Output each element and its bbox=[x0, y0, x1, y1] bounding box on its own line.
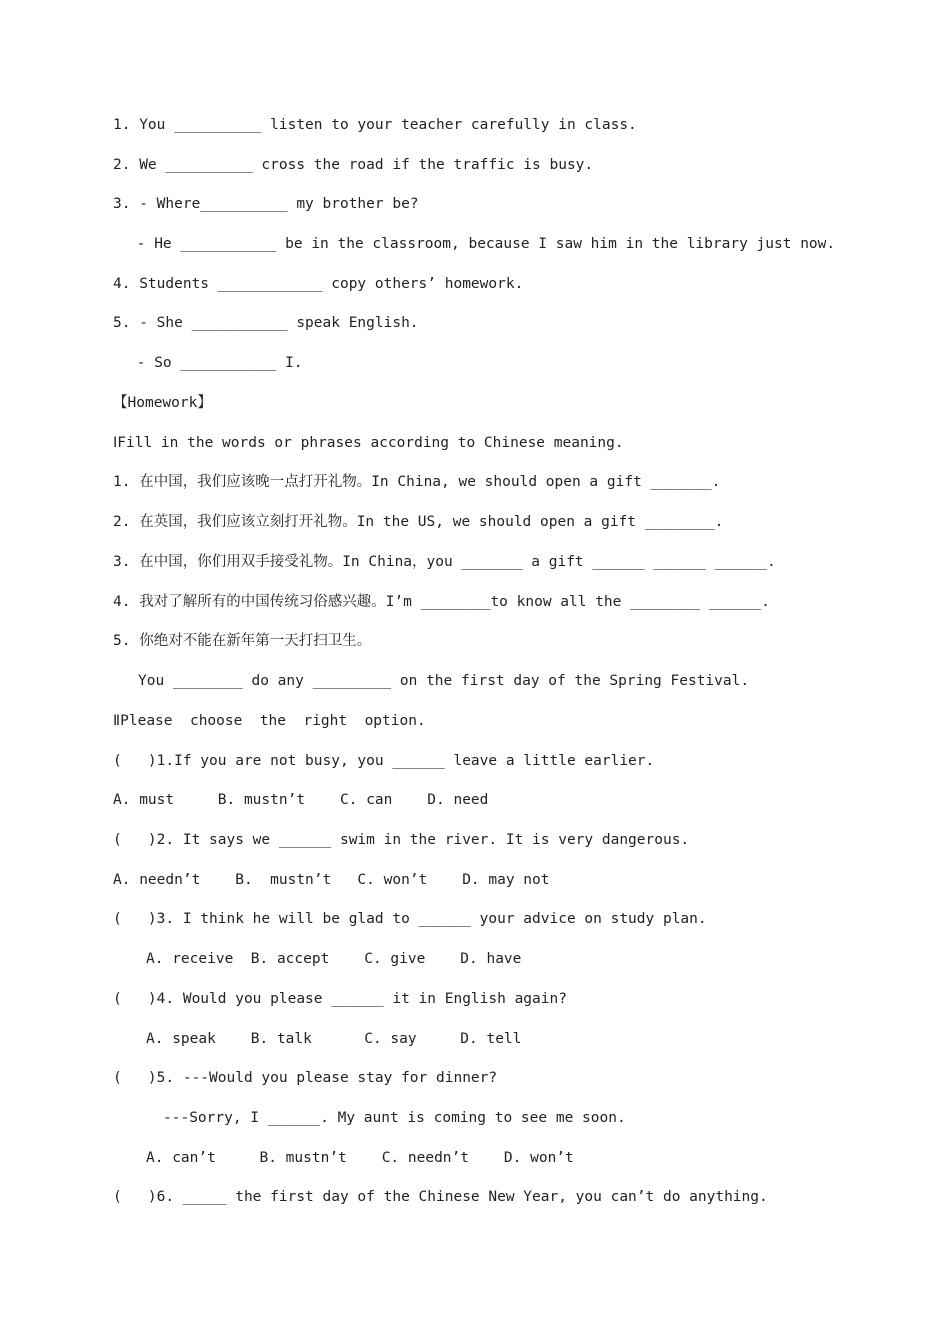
exercise-line-2: 2. We __________ cross the road if the traffic is busy. bbox=[113, 157, 594, 173]
part2-options-4: A. speak B. talk C. say D. tell bbox=[146, 1031, 522, 1047]
exercise-line-5-answer: - So ___________ I. bbox=[128, 355, 303, 371]
part2-question-5-reply: ---Sorry, I ______. My aunt is coming to see me soon. bbox=[163, 1110, 626, 1126]
part2-question-6: ( )6. _____ the first day of the Chinese New Year, you can’t do anything. bbox=[113, 1189, 768, 1205]
exercise-line-1: 1. You __________ listen to your teacher carefully in class. bbox=[113, 117, 637, 133]
part2-question-3: ( )3. I think he will be glad to ______ your advice on study plan. bbox=[113, 911, 707, 927]
part2-options-3: A. receive B. accept C. give D. have bbox=[146, 951, 522, 967]
part1-item-1: 1. 在中国，我们应该晚一点打开礼物。In China, we should open a gift _______. bbox=[113, 474, 721, 490]
part2-options-2: A. needn’t B. mustn’t C. won’t D. may not bbox=[113, 872, 550, 888]
part1-item-4: 4. 我对了解所有的中国传统习俗感兴趣。I’m ________to know all the ________ ______. bbox=[113, 594, 770, 610]
part2-options-5: A. can’t B. mustn’t C. needn’t D. won’t bbox=[146, 1150, 574, 1166]
part2-options-1: A. must B. mustn’t C. can D. need bbox=[113, 792, 489, 808]
part2-title: ⅡPlease choose the right option. bbox=[113, 713, 426, 729]
part1-item-2: 2. 在英国，我们应该立刻打开礼物。In the US, we should open a gift ________. bbox=[113, 514, 724, 530]
part1-item-3: 3. 在中国，你们用双手接受礼物。In China，you _______ a gift ______ ______ ______. bbox=[113, 554, 776, 570]
exercise-line-4: 4. Students ____________ copy others’ homework. bbox=[113, 276, 524, 292]
part2-question-5: ( )5. ---Would you please stay for dinner? bbox=[113, 1070, 498, 1086]
exercise-line-5: 5. - She ___________ speak English. bbox=[113, 315, 419, 331]
exercise-line-3: 3. - Where__________ my brother be? bbox=[113, 196, 419, 212]
part1-item-5: 5. 你绝对不能在新年第一天打扫卫生。 bbox=[113, 633, 372, 649]
part2-question-1: ( )1.If you are not busy, you ______ leave a little earlier. bbox=[113, 753, 655, 769]
exercise-line-3-answer: - He ___________ be in the classroom, because I saw him in the library just now. bbox=[128, 236, 836, 252]
part1-title: ⅠFill in the words or phrases according to Chinese meaning. bbox=[113, 435, 624, 451]
homework-heading: 【Homework】 bbox=[113, 395, 212, 411]
part1-item-5-english: You ________ do any _________ on the first day of the Spring Festival. bbox=[138, 673, 750, 689]
part2-question-2: ( )2. It says we ______ swim in the river. It is very dangerous. bbox=[113, 832, 690, 848]
part2-question-4: ( )4. Would you please ______ it in English again? bbox=[113, 991, 567, 1007]
